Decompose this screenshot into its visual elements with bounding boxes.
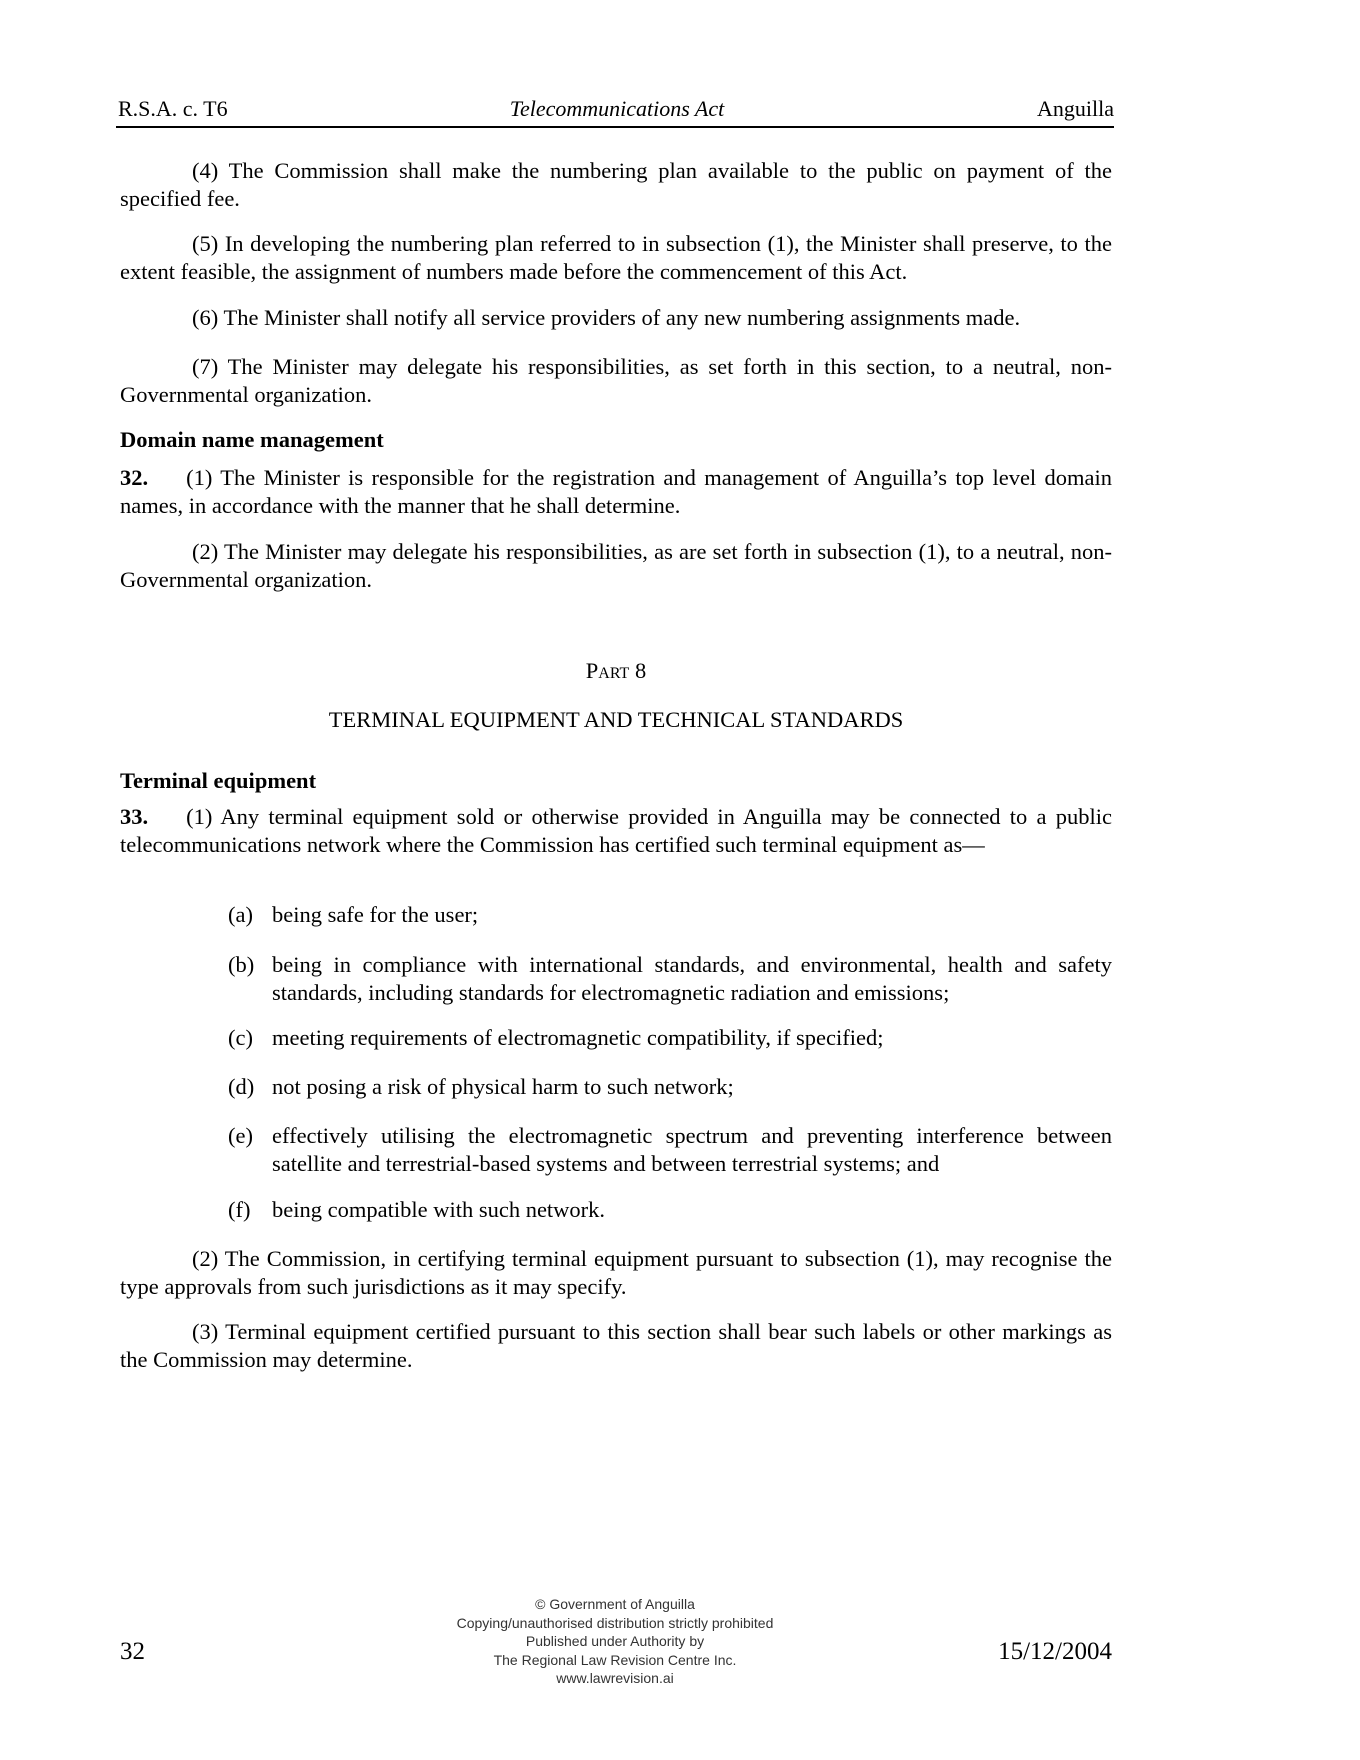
list-item-label: (a) <box>228 902 253 927</box>
section-32-subsection-2: (2) The Minister may delegate his responsibilities, as are set forth in subsection (1), to a neutral, non-Governmental organization. <box>120 539 1112 592</box>
list-item-label: (f) <box>228 1197 251 1222</box>
header-rule <box>116 126 1114 128</box>
section-33-subsection-1 <box>120 803 1112 858</box>
footer-line: The Regional Law Revision Centre Inc. <box>493 1651 737 1668</box>
list-item-e <box>228 1122 1112 1177</box>
header-chapter: R.S.A. c. T6 <box>118 96 228 121</box>
list-item-text: meeting requirements of electromagnetic compatibility, if specified; <box>272 1025 884 1050</box>
section-33-subsection-3: (3) Terminal equipment certified pursuant to this section shall bear such labels or other markings as the Commission may determine. <box>120 1319 1112 1372</box>
part-title: TERMINAL EQUIPMENT AND TECHNICAL STANDARDS <box>328 707 904 732</box>
section-33-p1-text: (1) Any terminal equipment sold or otherwise provided in Anguilla may be connected to a public telecommunications network where the Commission has certified such terminal equipment as— <box>120 804 1112 857</box>
list-item-text: being in compliance with international standards, and environmental, health and safety standards, including standards for electromagnetic radiation and emissions; <box>272 952 1112 1005</box>
section-33-heading: Terminal equipment <box>120 768 317 793</box>
header-act-title: Telecommunications Act <box>509 96 725 121</box>
section-32-subsection-1 <box>120 464 1112 519</box>
list-item-label: (e) <box>228 1123 253 1148</box>
section-33-subsection-2: (2) The Commission, in certifying terminal equipment pursuant to subsection (1), may recognise the type approvals from such jurisdictions as it may specify. <box>120 1246 1112 1299</box>
list-item-a <box>228 901 1112 929</box>
header-jurisdiction: Anguilla <box>1037 96 1114 121</box>
section-32-p1-text: (1) The Minister is responsible for the registration and management of Anguilla’s top level domain names, in accordance with the manner that he shall determine. <box>120 465 1112 518</box>
list-item-b <box>228 951 1112 1006</box>
list-item-c <box>228 1024 1112 1052</box>
page-number: 32 <box>120 1638 145 1665</box>
footer-line: © Government of Anguilla <box>535 1596 695 1612</box>
list-item-f <box>228 1196 1112 1224</box>
list-item-label: (c) <box>228 1025 253 1050</box>
list-item-d <box>228 1073 1112 1101</box>
page-date: 15/12/2004 <box>998 1638 1112 1665</box>
footer-line: Copying/unauthorised distribution strictly prohibited <box>456 1614 774 1631</box>
list-item-text: being safe for the user; <box>272 902 479 927</box>
list-item-text: effectively utilising the electromagnetic spectrum and preventing interference between satellite and terrestrial-based systems and between terrestrial systems; and <box>272 1123 1112 1176</box>
section-32-heading: Domain name management <box>120 427 384 452</box>
subsection-4: (4) The Commission shall make the numbering plan available to the public on payment of the specified fee. <box>120 158 1112 211</box>
subsection-5: (5) In developing the numbering plan referred to in subsection (1), the Minister shall preserve, to the extent feasible, the assignment of numbers made before the commencement of this Act. <box>120 231 1112 284</box>
section-32-number: 32. <box>120 465 149 490</box>
subsection-7: (7) The Minister may delegate his responsibilities, as set forth in this section, to a neutral, non-Governmental organization. <box>120 354 1112 407</box>
list-item-text: not posing a risk of physical harm to such network; <box>272 1074 734 1099</box>
part-label: Part 8 <box>585 658 647 683</box>
subsection-6: (6) The Minister shall notify all service providers of any new numbering assignments made. <box>192 305 1021 330</box>
footer-link[interactable]: www.lawrevision.ai <box>556 1670 674 1686</box>
list-item-label: (d) <box>228 1074 255 1099</box>
footer-line: Published under Authority by <box>525 1633 705 1649</box>
list-item-label: (b) <box>228 952 255 977</box>
footer-copyright-notice <box>380 1595 850 1688</box>
section-33-number: 33. <box>120 804 149 829</box>
list-item-text: being compatible with such network. <box>272 1197 606 1222</box>
